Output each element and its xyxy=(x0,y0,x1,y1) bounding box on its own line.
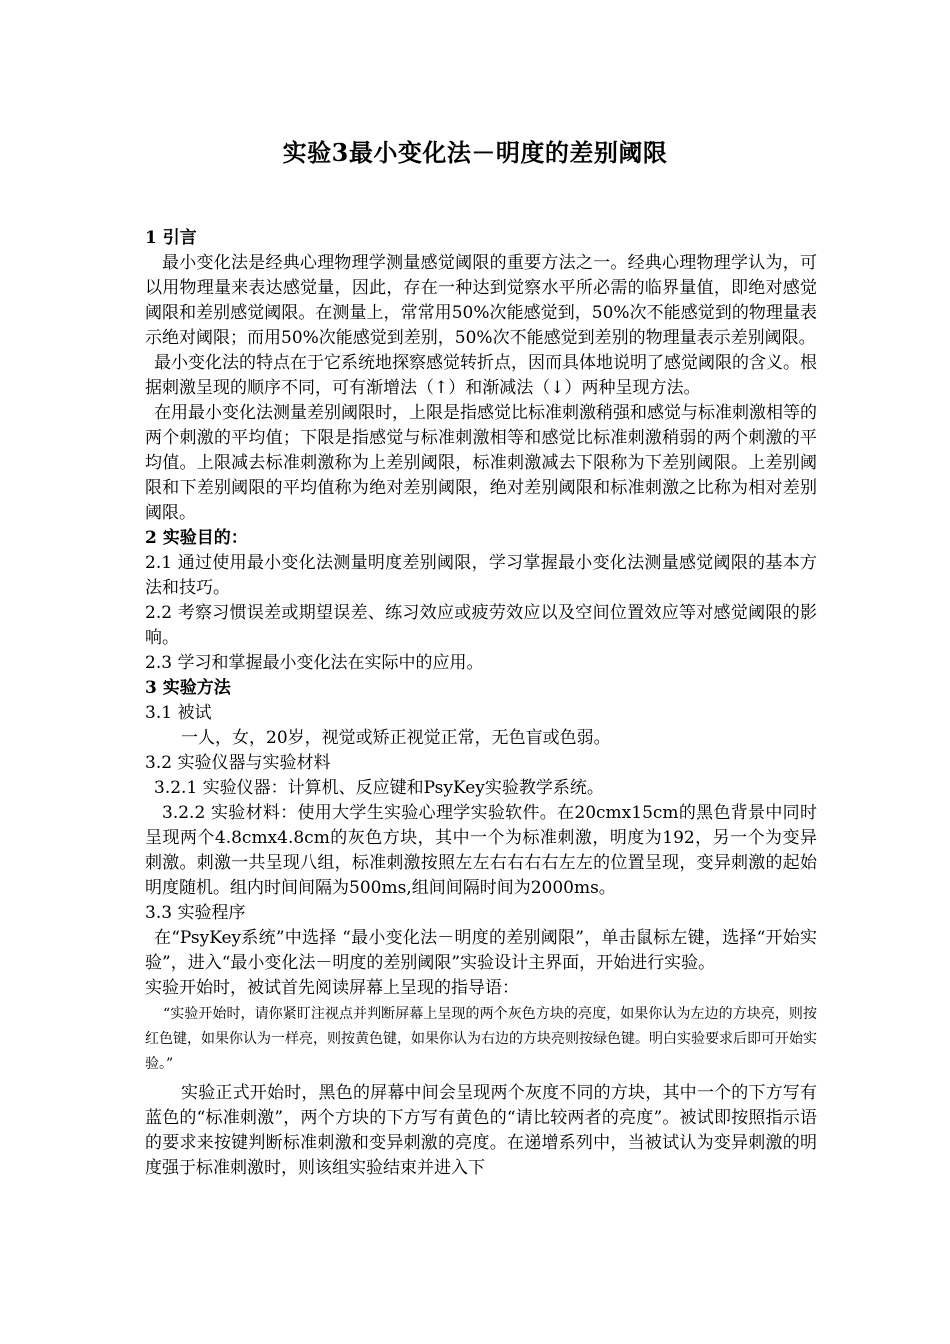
subheading-procedure: 3.3 实验程序 xyxy=(145,903,246,923)
procedure-paragraph-1: 在“PsyKey系统”中选择 “最小变化法－明度的差别阈限”，单击鼠标左键，选择“开始实验”，进入“最小变化法－明度的差别阈限”实验设计主界面，开始进行实验。 xyxy=(145,928,817,973)
subject-description: 一人，女，20岁，视觉或矫正视觉正常，无色盲或色弱。 xyxy=(181,728,611,748)
instruction-quote: “实验开始时，请你紧盯注视点并判断屏幕上呈现的两个灰色方块的亮度，如果你认为左边的方块亮，则按红色键，如果你认为一样亮，则按黄色键，如果你认为右边的方块亮则按绿色键。明白实验要求后即可开始实验。” xyxy=(145,1006,817,1072)
document-title: 实验3最小变化法－明度的差别阈限 xyxy=(282,138,668,167)
procedure-paragraph-3: 实验正式开始时，黑色的屏幕中间会呈现两个灰度不同的方块，其中一个的下方写有蓝色的“标准刺激”，两个方块的下方写有黄色的“请比较两者的亮度”。被试即按照指示语的要求来按键判断标准刺激和变异刺激的亮度。在递增系列中，当被试认为变异刺激的明度强于标准刺激时，则该组实验结束并进入下 xyxy=(145,1083,817,1178)
paragraph-intro-3: 在用最小变化法测量差别阈限时，上限是指感觉比标准刺激稍强和感觉与标准刺激相等的两个刺激的平均值；下限是指感觉与标准刺激相等和感觉比标准刺激稍弱的两个刺激的平均值。上限减去标准刺激称为上差别阈限，标准刺激减去下限称为下差别阈限。上差别阈限和下差别阈限的平均值称为绝对差别阈限，绝对差别阈限和标准刺激之比称为相对差别阈限。 xyxy=(145,403,817,523)
section-heading-method: 3 实验方法 xyxy=(145,678,231,698)
subheading-apparatus: 3.2 实验仪器与实验材料 xyxy=(145,753,331,773)
instruction-quote-block xyxy=(145,1001,817,1081)
procedure-paragraph-2: 实验开始时，被试首先阅读屏幕上呈现的指导语： xyxy=(145,978,519,998)
paragraph-intro-1: 最小变化法是经典心理物理学测量感觉阈限的重要方法之一。经典心理物理学认为，可以用物理量来表达感觉量，因此，存在一种达到觉察水平所必需的临界量值，即绝对感觉阈限和差别感觉阈限。在测量上，常常用50%次能感觉到，50%次不能感觉到的物理量表示绝对阈限；而用50%次能感觉到差别，50%次不能感觉到差别的物理量表示差别阈限。 xyxy=(145,253,817,348)
document-body xyxy=(145,226,817,1181)
subheading-subject: 3.1 被试 xyxy=(145,703,212,723)
paragraph-intro-2: 最小变化法的特点在于它系统地探察感觉转折点，因而具体地说明了感觉阈限的含义。根据刺激呈现的顺序不同，可有渐增法（↑）和渐减法（↓）两种呈现方法。 xyxy=(145,353,817,398)
section-heading-purpose: 2 实验目的： xyxy=(145,528,248,548)
apparatus-instruments: 3.2.1 实验仪器：计算机、反应键和PsyKey实验教学系统。 xyxy=(154,778,604,798)
purpose-item-2: 2.2 考察习惯误差或期望误差、练习效应或疲劳效应以及空间位置效应等对感觉阈限的影响。 xyxy=(145,603,817,648)
section-heading-introduction: 1 引言 xyxy=(145,228,197,248)
purpose-item-1: 2.1 通过使用最小变化法测量明度差别阈限，学习掌握最小变化法测量感觉阈限的基本方法和技巧。 xyxy=(145,553,817,598)
apparatus-materials: 3.2.2 实验材料：使用大学生实验心理学实验软件。在20cmx15cm的黑色背景中同时呈现两个4.8cmx4.8cm的灰色方块，其中一个为标准刺激，明度为192，另一个为变异刺激。刺激一共呈现八组，标准刺激按照左左右右右右左左的位置呈现，变异刺激的起始明度随机。组内时间间隔为500ms,组间间隔时间为2000ms。 xyxy=(145,803,817,898)
purpose-item-3: 2.3 学习和掌握最小变化法在实际中的应用。 xyxy=(145,653,484,673)
